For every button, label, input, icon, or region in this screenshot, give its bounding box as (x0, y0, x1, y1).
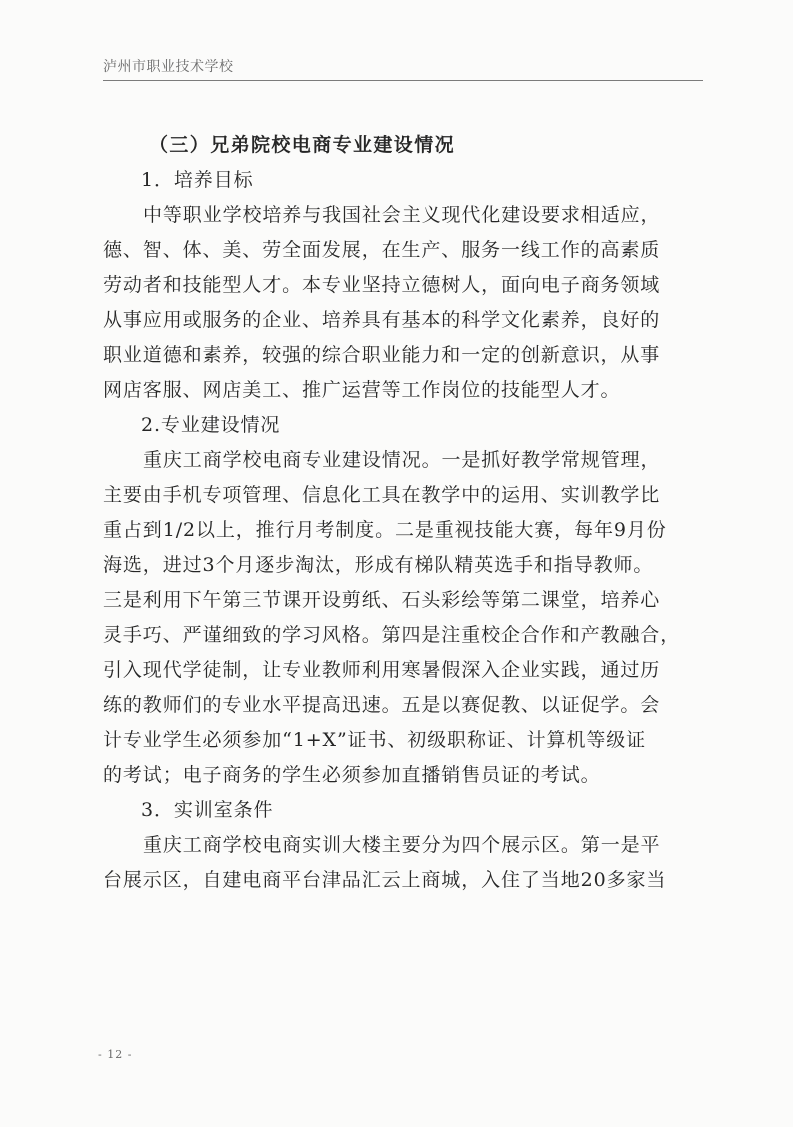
paragraph-line: 灵手巧、严谨细致的学习风格。第四是注重校企合作和产教融合， (103, 624, 681, 646)
subsection-heading-1: 1．培养目标 (141, 169, 254, 191)
header-divider (103, 80, 703, 81)
paragraph-line: 德、智、体、美、劳全面发展，在生产、服务一线工作的高素质 (103, 239, 661, 261)
paragraph-line: 三是利用下午第三节课开设剪纸、石头彩绘等第二课堂，培养心 (103, 589, 661, 611)
paragraph-line: 台展示区，自建电商平台津品汇云上商城，入住了当地20多家当 (103, 869, 667, 891)
paragraph-line: 计专业学生必须参加“1+X”证书、初级职称证、计算机等级证 (103, 729, 647, 751)
page-number: - 12 - (98, 1048, 133, 1061)
paragraph-line: 重占到1/2以上，推行月考制度。二是重视技能大赛，每年9月份 (103, 519, 667, 541)
paragraph-line: 职业道德和素养，较强的综合职业能力和一定的创新意识，从事 (103, 344, 661, 366)
paragraph-line: 海选，进过3个月逐步淘汰，形成有梯队精英选手和指导教师。 (103, 554, 654, 576)
document-body (103, 128, 703, 898)
header-school-name: 泸州市职业技术学校 (103, 59, 234, 75)
paragraph-line: 主要由手机专项管理、信息化工具在教学中的运用、实训教学比 (103, 484, 661, 506)
paragraph-line: 网店客服、网店美工、推广运营等工作岗位的技能型人才。 (103, 379, 621, 401)
paragraph-line: 练的教师们的专业水平提高迅速。五是以赛促教、以证促学。会 (103, 694, 661, 716)
paragraph-line: 重庆工商学校电商专业建设情况。一是抓好教学常规管理， (143, 449, 661, 471)
paragraph-line: 劳动者和技能型人才。本专业坚持立德树人，面向电子商务领域 (103, 274, 661, 296)
subsection-heading-3: 3．实训室条件 (141, 799, 274, 821)
paragraph-line: 重庆工商学校电商实训大楼主要分为四个展示区。第一是平 (143, 834, 661, 856)
subsection-heading-2: 2.专业建设情况 (141, 414, 281, 436)
paragraph-line: 从事应用或服务的企业、培养具有基本的科学文化素养，良好的 (103, 309, 661, 331)
paragraph-line: 引入现代学徒制，让专业教师利用寒暑假深入企业实践，通过历 (103, 659, 661, 681)
section-title: （三）兄弟院校电商专业建设情况 (149, 134, 456, 156)
paragraph-line: 的考试；电子商务的学生必须参加直播销售员证的考试。 (103, 764, 601, 786)
paragraph-line: 中等职业学校培养与我国社会主义现代化建设要求相适应， (143, 204, 661, 226)
